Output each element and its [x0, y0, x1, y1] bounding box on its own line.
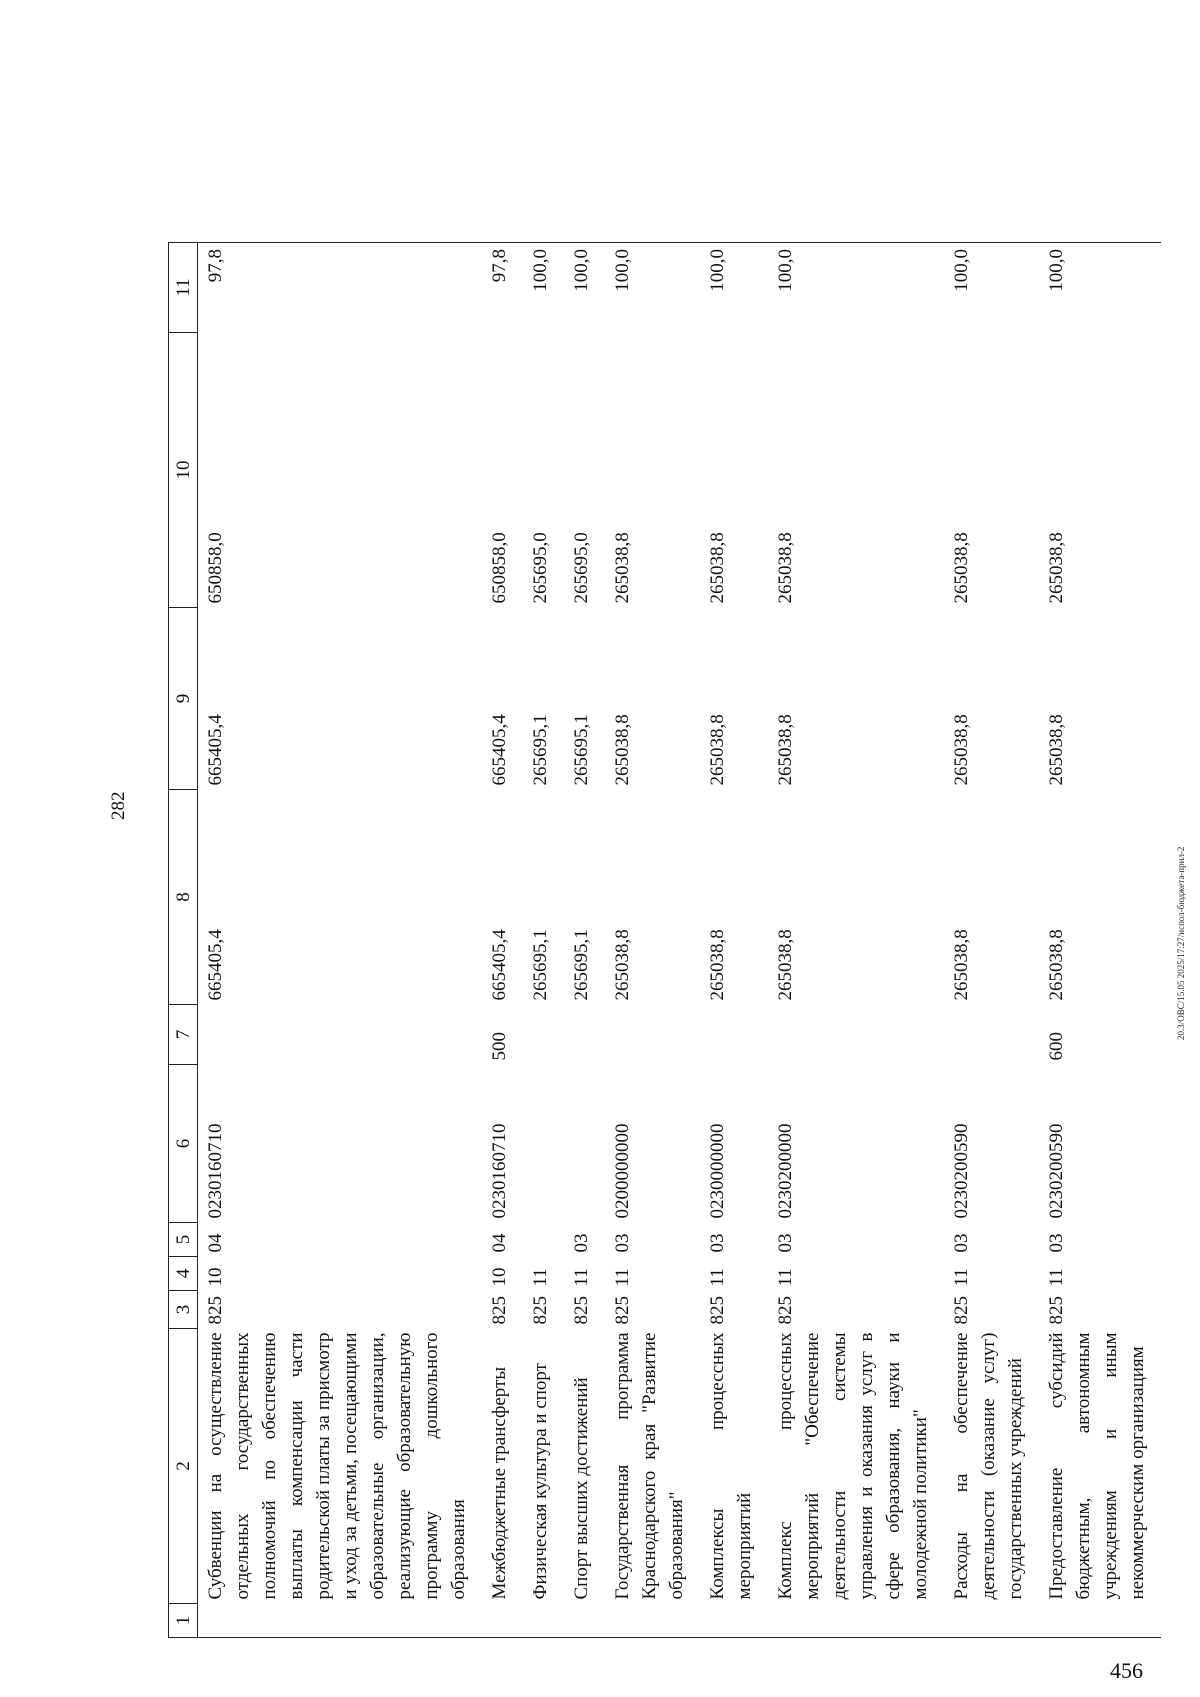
- cell-plan2: 265038,8: [612, 714, 633, 786]
- cell-exec: 265038,8: [612, 532, 633, 604]
- cell-csr: 0200000000: [612, 1123, 633, 1219]
- cell-rz: 11: [571, 1268, 592, 1287]
- cell-vr: 500: [489, 1032, 510, 1061]
- col-header: 4: [169, 1257, 198, 1291]
- cell-col1: [523, 1604, 564, 1638]
- cell-name: Расходы на обеспечение деятельности (оказание услуг) государственных учреждений: [951, 1332, 1026, 1600]
- cell-plan1: 265695,1: [530, 929, 551, 1001]
- cell-vr: [944, 1005, 1039, 1065]
- cell-pct: 100,0: [564, 243, 605, 333]
- cell-csr: [523, 1065, 564, 1223]
- cell-name: Предоставление субсидий бюджетным, автономным учреждениям и иным некоммерческим организациям: [1046, 1332, 1148, 1600]
- table-row: [1039, 243, 1161, 1638]
- cell-plan2: 665405,4: [205, 714, 226, 786]
- cell-vr: 600: [1046, 1032, 1067, 1061]
- cell-pr: 03: [707, 1233, 728, 1253]
- table-row: [700, 243, 768, 1638]
- cell-pct: 97,8: [198, 243, 483, 333]
- cell-grbs: 825: [571, 1296, 592, 1325]
- cell-csr: 0230000000: [707, 1123, 728, 1219]
- cell-grbs: 825: [1046, 1296, 1067, 1325]
- cell-exec: 265695,0: [571, 532, 592, 604]
- cell-grbs: 825: [707, 1296, 728, 1325]
- cell-plan2: 265038,8: [951, 714, 972, 786]
- cell-name: Субвенции на осуществление отдельных государственных полномочий по обеспечению выплаты компенсации части родительской платы за присмотр и уход за детьми, посещающими образовательные организации, реализующие образовательную программу дошкольного образования: [205, 1332, 469, 1600]
- table-row: [198, 243, 483, 1638]
- rotated-table-wrapper: [168, 68, 1148, 1638]
- cell-name: Комплексы процессных мероприятий: [707, 1332, 755, 1600]
- col-header: 11: [169, 243, 198, 333]
- cell-vr: [523, 1005, 564, 1065]
- cell-rz: 10: [205, 1267, 226, 1287]
- col-header: 3: [169, 1291, 198, 1329]
- col-header: 2: [169, 1329, 198, 1604]
- cell-plan1: 265695,1: [571, 929, 592, 1001]
- cell-grbs: 825: [205, 1296, 226, 1325]
- cell-pct: 100,0: [768, 243, 944, 333]
- cell-name: Спорт высших достижений: [571, 1377, 592, 1600]
- cell-col1: [198, 1604, 483, 1638]
- cell-grbs: 825: [489, 1296, 510, 1325]
- cell-vr: [198, 1005, 483, 1065]
- cell-plan2: 665405,4: [489, 714, 510, 786]
- cell-pct: 97,8: [482, 243, 523, 333]
- cell-pct: 100,0: [944, 243, 1039, 333]
- cell-rz: 11: [530, 1268, 551, 1287]
- table-row: [523, 243, 564, 1638]
- header-row: [169, 243, 198, 1638]
- cell-exec: 650858,0: [205, 532, 226, 604]
- col-header: 5: [169, 1223, 198, 1257]
- cell-pct: 100,0: [523, 243, 564, 333]
- cell-rz: 11: [612, 1268, 633, 1287]
- cell-col1: [482, 1604, 523, 1638]
- cell-rz: 11: [1046, 1268, 1067, 1287]
- cell-name: Межбюджетные трансферты: [489, 1366, 510, 1600]
- cell-exec: 265038,8: [707, 532, 728, 604]
- cell-name: Государственная программа Краснодарского края "Развитие образования": [612, 1332, 687, 1600]
- cell-rz: 11: [775, 1268, 796, 1287]
- cell-pr: 04: [489, 1233, 510, 1253]
- page-number-bottom: 456: [1110, 1658, 1143, 1683]
- cell-col1: [944, 1604, 1039, 1638]
- cell-csr: 0230200590: [951, 1123, 972, 1219]
- col-header: 8: [169, 790, 198, 1005]
- cell-pr: 03: [775, 1233, 796, 1253]
- cell-plan2: 265038,8: [775, 714, 796, 786]
- cell-plan2: 265038,8: [1046, 714, 1067, 786]
- cell-exec: 650858,0: [489, 532, 510, 604]
- cell-col1: [605, 1604, 700, 1638]
- cell-csr: 0230160710: [205, 1123, 226, 1219]
- cell-col1: [768, 1604, 944, 1638]
- cell-rz: 10: [489, 1267, 510, 1287]
- cell-grbs: 825: [951, 1296, 972, 1325]
- cell-vr: [564, 1005, 605, 1065]
- col-header: 6: [169, 1065, 198, 1223]
- col-header: 9: [169, 608, 198, 790]
- cell-plan2: 265038,8: [707, 714, 728, 786]
- table-row: [768, 243, 944, 1638]
- cell-exec: 265038,8: [775, 532, 796, 604]
- cell-grbs: 825: [775, 1296, 796, 1325]
- cell-exec: 265695,0: [530, 532, 551, 604]
- cell-name: Комплекс процессных мероприятий "Обеспечение деятельности системы управления и оказания услуг в сфере образования, науки и молодежной политики": [775, 1332, 931, 1600]
- table-row: [944, 243, 1039, 1638]
- cell-pr: 03: [951, 1233, 972, 1253]
- cell-plan2: 265695,1: [571, 714, 592, 786]
- cell-pct: 100,0: [605, 243, 700, 333]
- col-header: 7: [169, 1005, 198, 1065]
- cell-pct: 100,0: [1039, 243, 1161, 333]
- cell-grbs: 825: [530, 1296, 551, 1325]
- col-header: 1: [169, 1604, 198, 1638]
- cell-pr: [523, 1223, 564, 1257]
- cell-pr: 04: [205, 1233, 226, 1253]
- cell-col1: [1039, 1604, 1161, 1638]
- cell-plan1: 265038,8: [1046, 929, 1067, 1001]
- cell-plan1: 665405,4: [489, 929, 510, 1001]
- cell-plan1: 265038,8: [612, 929, 633, 1001]
- cell-pr: 03: [612, 1233, 633, 1253]
- cell-pr: 03: [1046, 1233, 1067, 1253]
- col-header: 10: [169, 333, 198, 608]
- cell-csr: 0230200590: [1046, 1123, 1067, 1219]
- cell-col1: [564, 1604, 605, 1638]
- page-number-top: 282: [108, 791, 129, 820]
- table-row: [564, 243, 605, 1638]
- cell-col1: [700, 1604, 768, 1638]
- cell-vr: [700, 1005, 768, 1065]
- cell-plan1: 265038,8: [775, 929, 796, 1001]
- cell-pr: 03: [571, 1233, 592, 1253]
- footer-note: 20.3/ОВС/15.05 2025/17:27/испол-бюджета-прил-2: [1176, 846, 1186, 1040]
- cell-vr: [605, 1005, 700, 1065]
- cell-pct: 100,0: [700, 243, 768, 333]
- cell-plan2: 265695,1: [530, 714, 551, 786]
- cell-name: Физическая культура и спорт: [530, 1363, 551, 1600]
- budget-table: [168, 242, 1161, 1638]
- cell-rz: 11: [707, 1268, 728, 1287]
- cell-vr: [768, 1005, 944, 1065]
- cell-plan1: 665405,4: [205, 929, 226, 1001]
- cell-rz: 11: [951, 1268, 972, 1287]
- cell-exec: 265038,8: [1046, 532, 1067, 604]
- cell-csr: 0230200000: [775, 1123, 796, 1219]
- cell-exec: 265038,8: [951, 532, 972, 604]
- cell-csr: [564, 1065, 605, 1223]
- cell-csr: 0230160710: [489, 1123, 510, 1219]
- cell-grbs: 825: [612, 1296, 633, 1325]
- table-row: [482, 243, 523, 1638]
- cell-plan1: 265038,8: [707, 929, 728, 1001]
- cell-plan1: 265038,8: [951, 929, 972, 1001]
- table-row: [605, 243, 700, 1638]
